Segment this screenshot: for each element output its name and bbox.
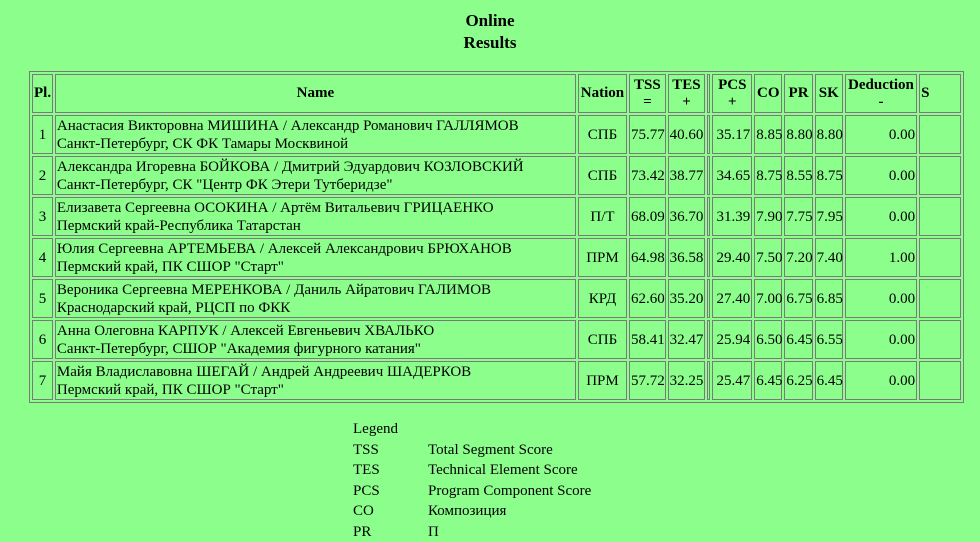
legend-desc: Technical Element Score bbox=[428, 460, 578, 481]
cell-name: Анна Олеговна КАРПУК / Алексей Евгеньевич ХВАЛЬКО Санкт-Петербург, СШОР "Академия фигурного катания" bbox=[55, 320, 576, 359]
cell-sk: 6.55 bbox=[815, 320, 843, 359]
header-nation: Nation bbox=[578, 74, 627, 113]
cell-tss: 57.72 bbox=[629, 361, 666, 400]
cell-co: 6.45 bbox=[754, 361, 782, 400]
cell-deduction: 1.00 bbox=[845, 238, 917, 277]
cell-tes: 36.58 bbox=[668, 238, 706, 277]
cell-sk: 7.95 bbox=[815, 197, 843, 236]
cell-sk: 6.85 bbox=[815, 279, 843, 318]
table-row bbox=[32, 320, 961, 359]
cell-pr: 7.20 bbox=[784, 238, 812, 277]
cell-pl: 1 bbox=[32, 115, 53, 154]
header-name: Name bbox=[55, 74, 576, 113]
cell-tss: 73.42 bbox=[629, 156, 666, 195]
legend-desc: Program Component Score bbox=[428, 481, 591, 502]
header-co: CO bbox=[754, 74, 782, 113]
cell-tes: 32.47 bbox=[668, 320, 706, 359]
cell-nation: ПРМ bbox=[578, 238, 627, 277]
cell-deduction: 0.00 bbox=[845, 156, 917, 195]
cell-nation: П/Т bbox=[578, 197, 627, 236]
cell-name: Майя Владиславовна ШЕГАЙ / Андрей Андреевич ШАДЕРКОВ Пермский край, ПК СШОР "Старт" bbox=[55, 361, 576, 400]
legend-abbr: CO bbox=[353, 501, 428, 522]
legend-item bbox=[353, 440, 591, 461]
cell-pr: 7.75 bbox=[784, 197, 812, 236]
table-row bbox=[32, 238, 961, 277]
cell-pcs: 25.94 bbox=[712, 320, 752, 359]
cell-pr: 6.75 bbox=[784, 279, 812, 318]
cell-co: 6.50 bbox=[754, 320, 782, 359]
cell-pcs: 31.39 bbox=[712, 197, 752, 236]
cell-sk: 8.80 bbox=[815, 115, 843, 154]
cell-sk: 6.45 bbox=[815, 361, 843, 400]
cell-deduction: 0.00 bbox=[845, 279, 917, 318]
cell-pr: 6.45 bbox=[784, 320, 812, 359]
cell-sk: 8.75 bbox=[815, 156, 843, 195]
cell-deduction: 0.00 bbox=[845, 320, 917, 359]
cell-nation: ПРМ bbox=[578, 361, 627, 400]
legend-item bbox=[353, 481, 591, 502]
cell-deduction: 0.00 bbox=[845, 197, 917, 236]
cell-tss: 58.41 bbox=[629, 320, 666, 359]
cell-nation: СПБ bbox=[578, 320, 627, 359]
cell-tss: 68.09 bbox=[629, 197, 666, 236]
cell-pl: 3 bbox=[32, 197, 53, 236]
cell-spacer bbox=[707, 320, 710, 359]
cell-pcs: 27.40 bbox=[712, 279, 752, 318]
header-tes: TES + bbox=[668, 74, 706, 113]
page-title bbox=[0, 10, 980, 54]
legend-desc: Total Segment Score bbox=[428, 440, 553, 461]
cell-spacer bbox=[707, 361, 710, 400]
cell-cut bbox=[919, 197, 961, 236]
cell-cut bbox=[919, 156, 961, 195]
legend-desc: П bbox=[428, 522, 439, 542]
cell-deduction: 0.00 bbox=[845, 361, 917, 400]
cell-tes: 36.70 bbox=[668, 197, 706, 236]
legend-abbr: PR bbox=[353, 522, 428, 542]
header-row bbox=[32, 74, 961, 113]
header-tss: TSS = bbox=[629, 74, 666, 113]
header-pcs: PCS + bbox=[712, 74, 752, 113]
cell-cut bbox=[919, 115, 961, 154]
legend-abbr: PCS bbox=[353, 481, 428, 502]
cell-co: 7.50 bbox=[754, 238, 782, 277]
cell-spacer bbox=[707, 115, 710, 154]
table-row bbox=[32, 156, 961, 195]
title-line-online: Online bbox=[0, 10, 980, 32]
header-pl: Pl. bbox=[32, 74, 53, 113]
cell-pcs: 34.65 bbox=[712, 156, 752, 195]
cell-tes: 40.60 bbox=[668, 115, 706, 154]
cell-tes: 35.20 bbox=[668, 279, 706, 318]
cell-cut bbox=[919, 361, 961, 400]
cell-pl: 5 bbox=[32, 279, 53, 318]
cell-co: 7.90 bbox=[754, 197, 782, 236]
cell-tes: 38.77 bbox=[668, 156, 706, 195]
legend-item bbox=[353, 460, 591, 481]
cell-nation: СПБ bbox=[578, 156, 627, 195]
cell-spacer bbox=[707, 156, 710, 195]
cell-pl: 7 bbox=[32, 361, 53, 400]
table-row bbox=[32, 279, 961, 318]
legend-item bbox=[353, 501, 591, 522]
header-deduction: Deduction - bbox=[845, 74, 917, 113]
cell-tss: 64.98 bbox=[629, 238, 666, 277]
header-spacer bbox=[707, 74, 710, 113]
cell-pcs: 29.40 bbox=[712, 238, 752, 277]
cell-tes: 32.25 bbox=[668, 361, 706, 400]
cell-pcs: 35.17 bbox=[712, 115, 752, 154]
cell-spacer bbox=[707, 238, 710, 277]
cell-co: 8.75 bbox=[754, 156, 782, 195]
header-pr: PR bbox=[784, 74, 812, 113]
cell-name: Вероника Сергеевна МЕРЕНКОВА / Даниль Айратович ГАЛИМОВ Краснодарский край, РЦСП по ФКК bbox=[55, 279, 576, 318]
header-sk: SK bbox=[815, 74, 843, 113]
cell-pl: 2 bbox=[32, 156, 53, 195]
table-row bbox=[32, 115, 961, 154]
legend-item bbox=[353, 522, 591, 542]
cell-name: Юлия Сергеевна АРТЕМЬЕВА / Алексей Александрович БРЮХАНОВ Пермский край, ПК СШОР "Старт" bbox=[55, 238, 576, 277]
cell-pl: 6 bbox=[32, 320, 53, 359]
cell-tss: 62.60 bbox=[629, 279, 666, 318]
cell-nation: СПБ bbox=[578, 115, 627, 154]
cell-cut bbox=[919, 238, 961, 277]
title-line-results: Results bbox=[0, 32, 980, 54]
cell-pr: 8.55 bbox=[784, 156, 812, 195]
cell-name: Александра Игоревна БОЙКОВА / Дмитрий Эдуардович КОЗЛОВСКИЙ Санкт-Петербург, СК "Центр ФК Этери Тутберидзе" bbox=[55, 156, 576, 195]
cell-co: 7.00 bbox=[754, 279, 782, 318]
legend-title: Legend bbox=[353, 419, 591, 440]
table-row bbox=[32, 361, 961, 400]
cell-spacer bbox=[707, 279, 710, 318]
table-row bbox=[32, 197, 961, 236]
cell-pcs: 25.47 bbox=[712, 361, 752, 400]
cell-sk: 7.40 bbox=[815, 238, 843, 277]
cell-deduction: 0.00 bbox=[845, 115, 917, 154]
cell-name: Анастасия Викторовна МИШИНА / Александр Романович ГАЛЛЯМОВ Санкт-Петербург, СК ФК Тамары Москвиной bbox=[55, 115, 576, 154]
legend-abbr: TSS bbox=[353, 440, 428, 461]
legend bbox=[353, 419, 591, 542]
cell-pl: 4 bbox=[32, 238, 53, 277]
cell-nation: КРД bbox=[578, 279, 627, 318]
cell-cut bbox=[919, 279, 961, 318]
cell-pr: 6.25 bbox=[784, 361, 812, 400]
header-cut: S bbox=[919, 74, 961, 113]
cell-spacer bbox=[707, 197, 710, 236]
cell-tss: 75.77 bbox=[629, 115, 666, 154]
legend-abbr: TES bbox=[353, 460, 428, 481]
cell-name: Елизавета Сергеевна ОСОКИНА / Артём Витальевич ГРИЦАЕНКО Пермский край-Республика Татарстан bbox=[55, 197, 576, 236]
cell-cut bbox=[919, 320, 961, 359]
cell-pr: 8.80 bbox=[784, 115, 812, 154]
legend-desc: Композиция bbox=[428, 501, 506, 522]
results-table bbox=[29, 71, 964, 403]
cell-co: 8.85 bbox=[754, 115, 782, 154]
